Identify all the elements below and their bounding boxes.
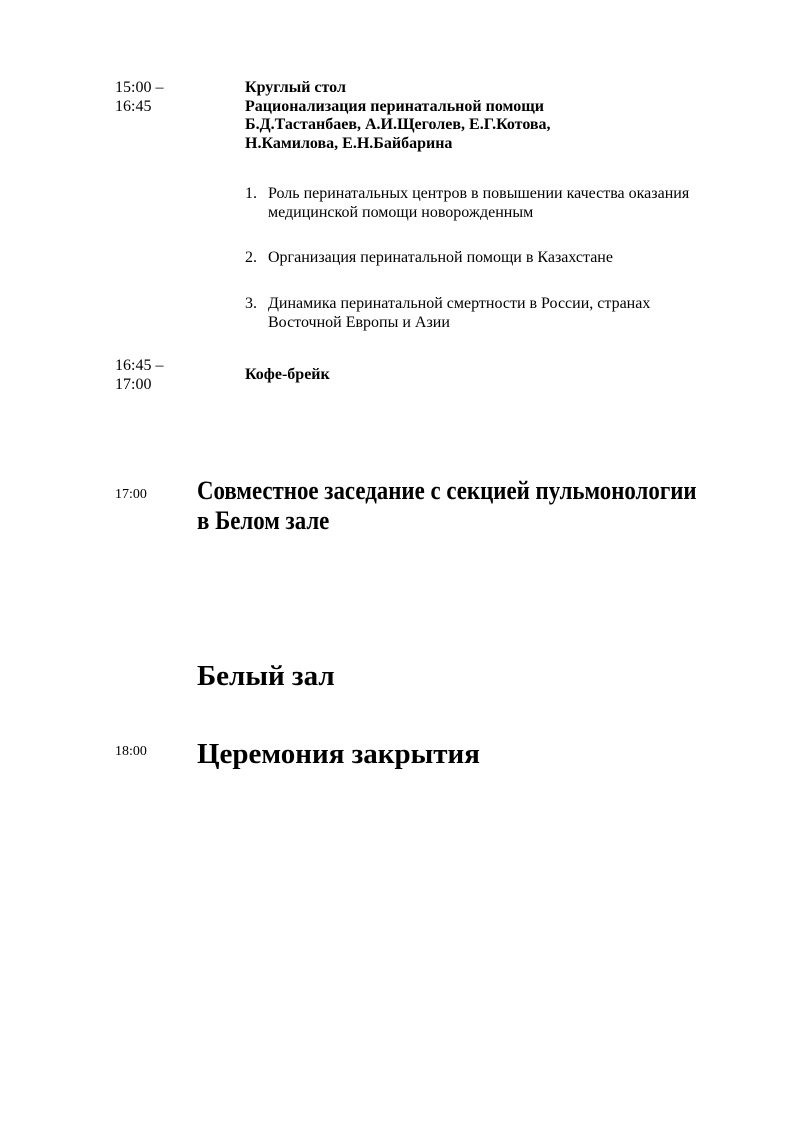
- coffee-break-time-end: 17:00: [115, 375, 152, 393]
- topic-line: Организация перинатальной помощи в Казахстане: [268, 249, 613, 266]
- joint-session-title-line2: в Белом зале: [197, 506, 330, 535]
- joint-session-title: [197, 476, 697, 536]
- roundtable-header: [245, 79, 551, 153]
- joint-session-time: 17:00: [115, 487, 147, 502]
- coffee-break-time: [115, 357, 163, 394]
- roundtable-speakers-line1: Б.Д.Тастанбаев, А.И.Щеголев, Е.Г.Котова,: [245, 116, 551, 133]
- closing-title: Церемония закрытия: [197, 738, 480, 770]
- roundtable-type: Круглый стол: [245, 79, 346, 96]
- topic-number: 1.: [245, 185, 257, 202]
- topic-text: [268, 249, 613, 268]
- topic-text: [268, 295, 650, 332]
- topic-number: 3.: [245, 295, 257, 312]
- topic-line: Восточной Европы и Азии: [268, 313, 450, 331]
- topic-number: 2.: [245, 249, 257, 266]
- roundtable-speakers-line2: Н.Камилова, Е.Н.Байбарина: [245, 134, 453, 152]
- roundtable-time-end: 16:45: [115, 97, 152, 115]
- closing-time: 18:00: [115, 744, 147, 759]
- roundtable-title: Рационализация перинатальной помощи: [245, 97, 544, 115]
- hall-title: Белый зал: [197, 660, 335, 692]
- roundtable-time-start: 15:00 –: [115, 79, 164, 96]
- topic-line: Роль перинатальных центров в повышении качества оказания: [268, 185, 690, 202]
- coffee-break-label: Кофе-брейк: [245, 366, 330, 383]
- topic-line: медицинской помощи новорожденным: [268, 203, 534, 221]
- topic-text: [268, 185, 689, 222]
- joint-session-title-line1: Совместное заседание с секцией пульмонологии: [197, 476, 697, 505]
- roundtable-time: [115, 79, 163, 116]
- topic-line: Динамика перинатальной смертности в России, странах: [268, 295, 651, 312]
- coffee-break-time-start: 16:45 –: [115, 357, 164, 374]
